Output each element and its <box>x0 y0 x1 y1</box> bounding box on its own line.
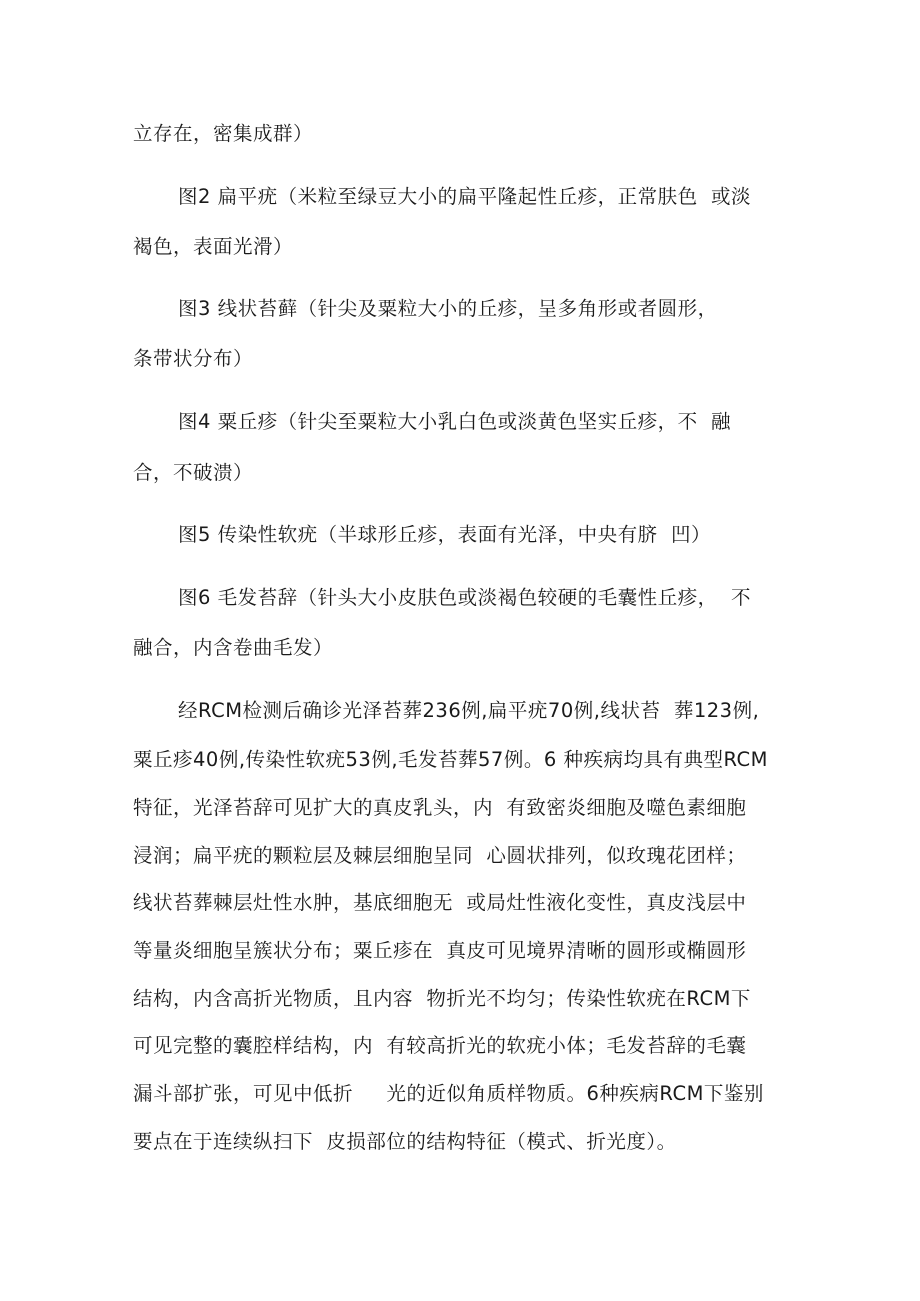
text-line: 图3 线状苔藓（针尖及粟粒大小的丘疹，呈多角形或者圆形， <box>178 297 718 320</box>
text-line: 条带状分布） <box>133 347 254 370</box>
text-line: 特征，光泽苔辞可见扩大的真皮乳头，内 有致密炎细胞及噬色素细胞 <box>133 796 747 819</box>
text-line: 褐色，表面光滑） <box>133 235 294 258</box>
text-line: 漏斗部扩张，可见中低折 光的近似角质样物质。6种疾病RCM下鉴别 <box>133 1082 764 1105</box>
text-line: 图4 粟丘疹（针尖至粟粒大小乳白色或淡黄色坚实丘疹，不 融 <box>178 410 732 433</box>
text-line: 经RCM检测后确诊光泽苔葬236例,扁平疣70例,线状苔 葬123例, <box>178 699 760 722</box>
text-line: 等量炎细胞呈簇状分布；粟丘疹在 真皮可见境界清晰的圆形或椭圆形 <box>133 939 747 962</box>
text-line: 结构，内含高折光物质，且内容 物折光不均匀；传染性软疣在RCM下 <box>133 987 751 1010</box>
text-line: 图5 传染性软疣（半球形丘疹，表面有光泽，中央有脐 凹） <box>178 523 712 546</box>
text-line: 合，不破溃） <box>133 461 254 484</box>
text-line: 融合，内含卷曲毛发） <box>133 636 334 659</box>
text-line: 可见完整的囊腔样结构，内 有较高折光的软疣小体；毛发苔辞的毛囊 <box>133 1034 747 1057</box>
text-line: 粟丘疹40例,传染性软疣53例,毛发苔葬57例。6 种疾病均具有典型RCM <box>133 748 768 771</box>
text-line: 线状苔葬棘层灶性水肿，基底细胞无 或局灶性液化变性，真皮浅层中 <box>133 891 747 914</box>
text-line: 立存在，密集成群） <box>133 122 314 145</box>
text-line: 图2 扁平疣（米粒至绿豆大小的扁平隆起性丘疹，正常肤色 或淡 <box>178 185 752 208</box>
text-line: 图6 毛发苔辞（针头大小皮肤色或淡褐色较硬的毛囊性丘疹， 不 <box>178 586 752 609</box>
text-line: 浸润；扁平疣的颗粒层及棘层细胞呈同 心圆状排列，似玫瑰花团样； <box>133 844 747 867</box>
text-line: 要点在于连续纵扫下 皮损部位的结构特征（模式、折光度）。 <box>133 1130 677 1153</box>
